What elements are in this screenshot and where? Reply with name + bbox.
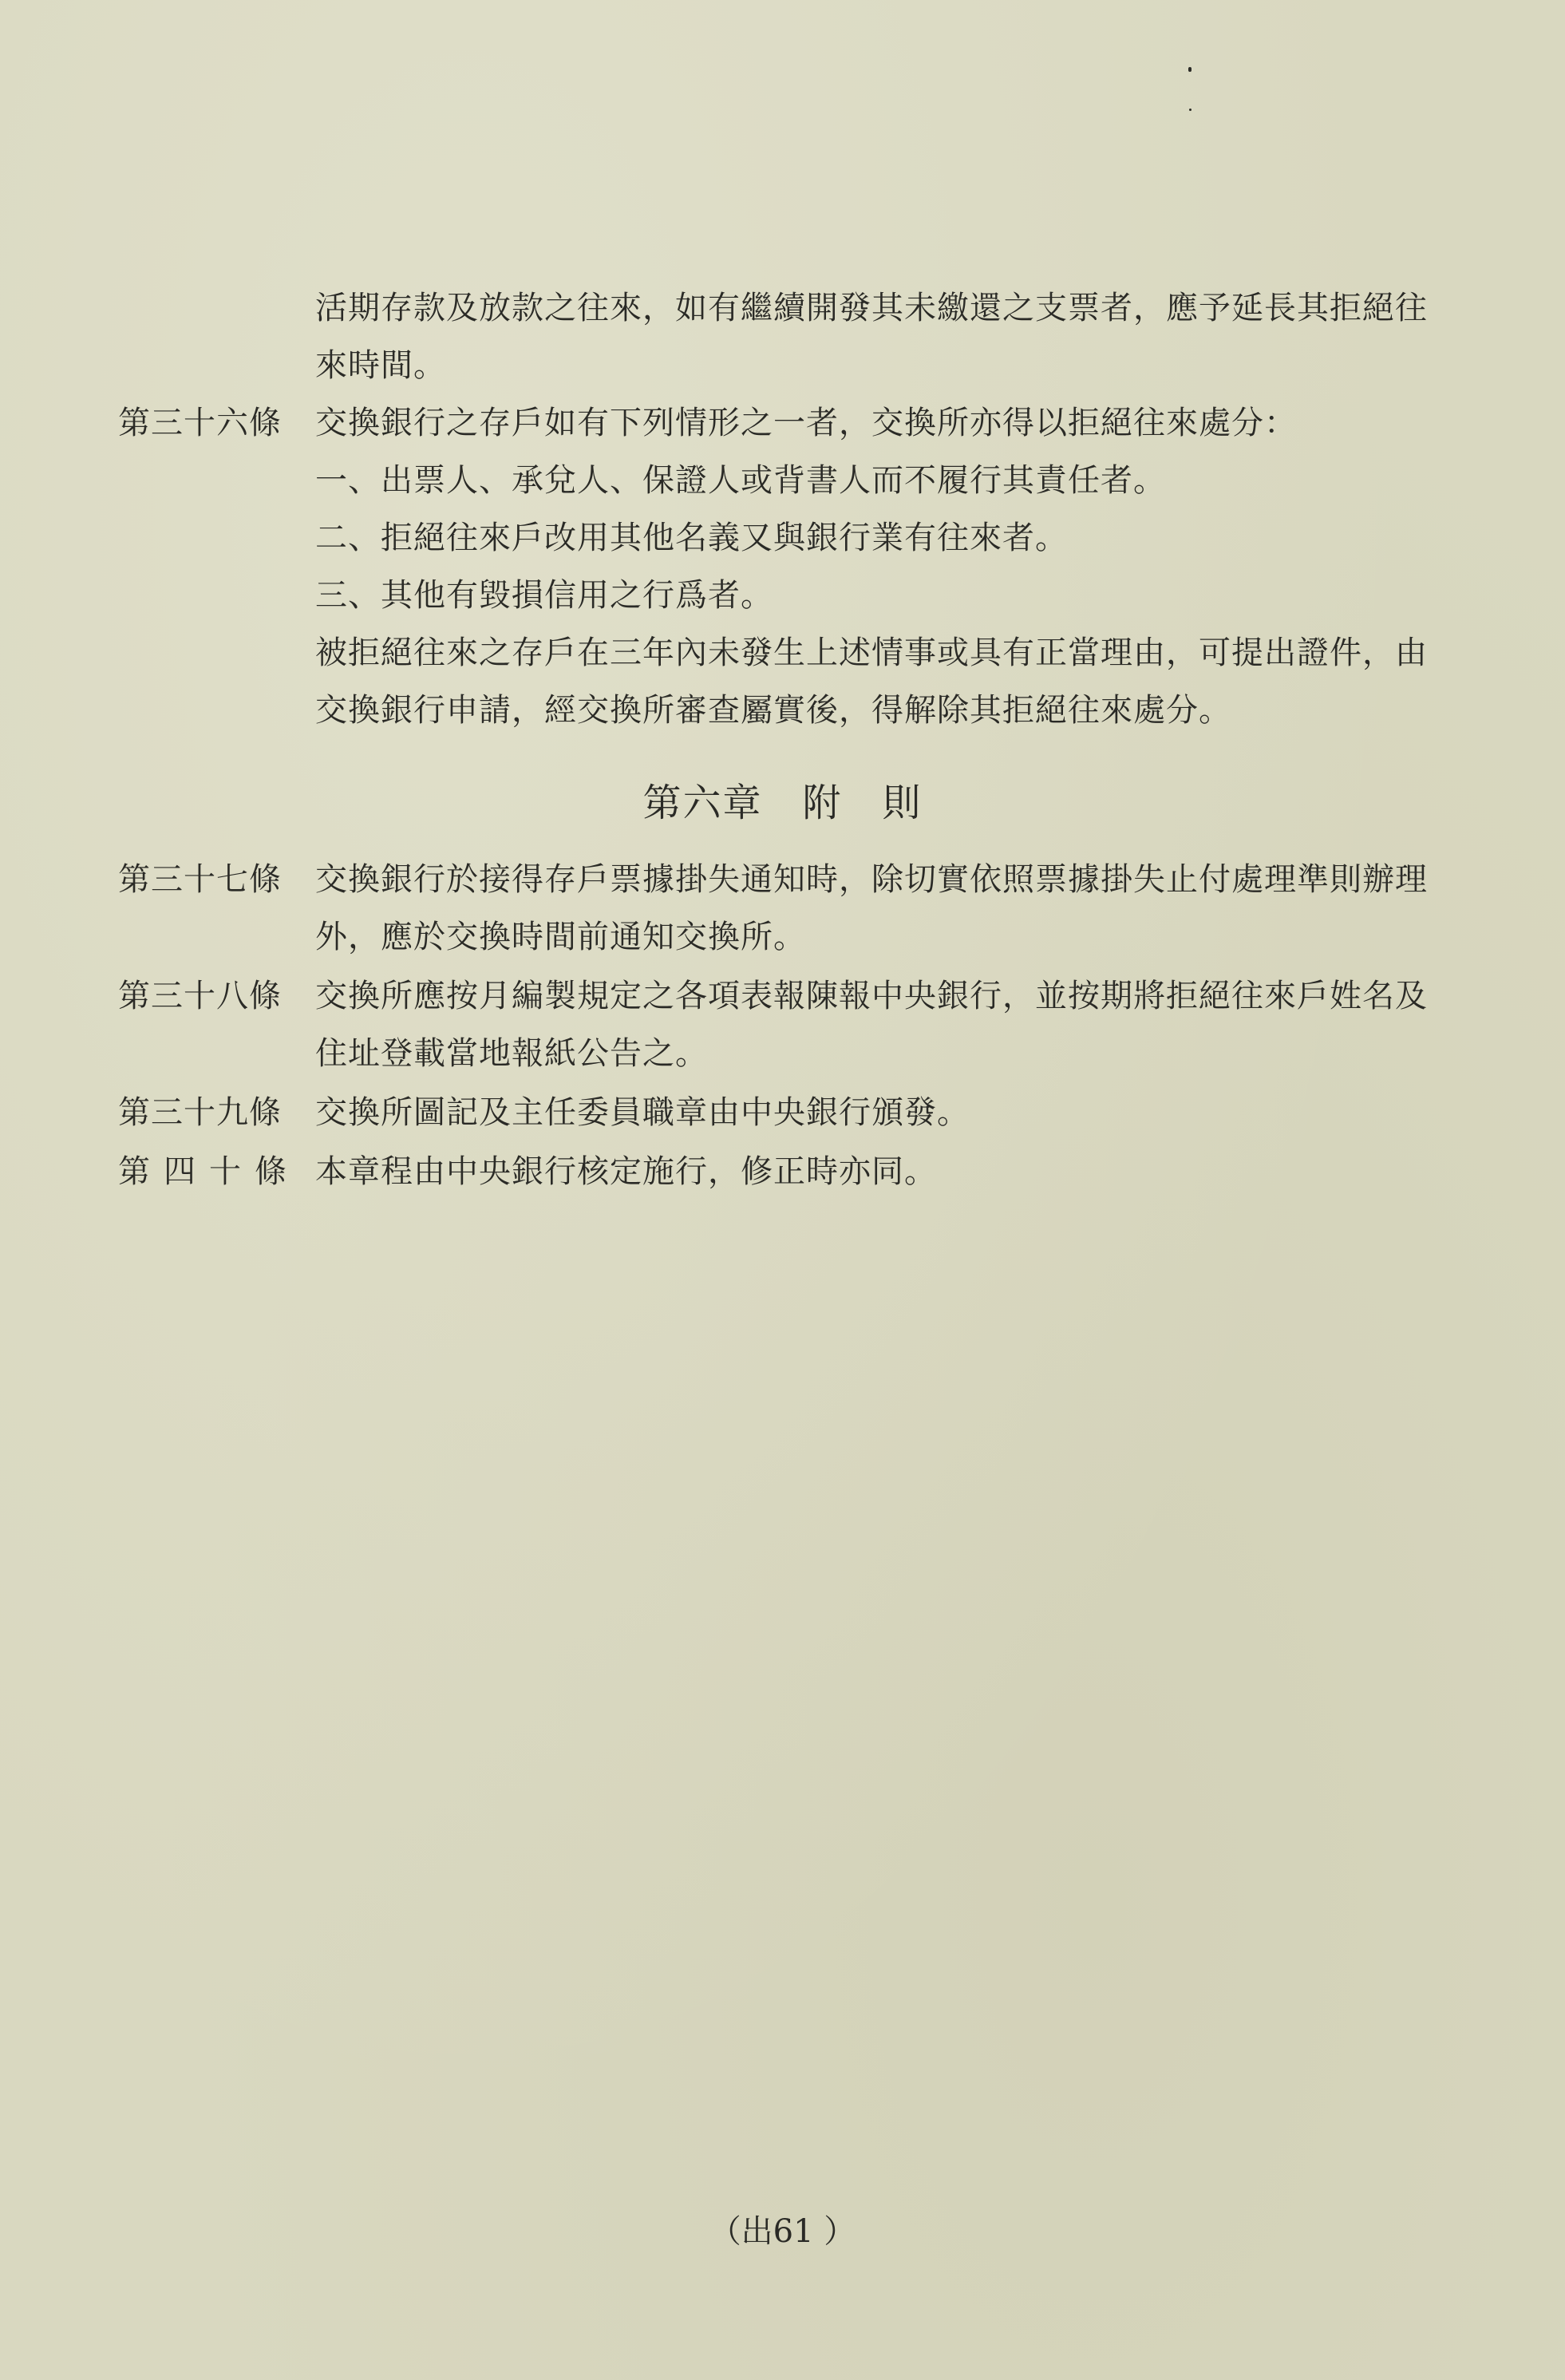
- article-36-line-1: 交換銀行之存戶如有下列情形之一者，交換所亦得以拒絕往來處分：: [315, 405, 1297, 441]
- article-38-label: 第三十八條: [118, 978, 282, 1014]
- article-39-label: 第三十九條: [118, 1094, 282, 1131]
- article-40-line-1: 本章程由中央銀行核定施行，修正時亦同。: [315, 1153, 937, 1190]
- page-number: （出61 ）: [709, 2213, 856, 2250]
- article-37-line-2: 外，應於交換時間前通知交換所。: [315, 919, 806, 955]
- scan-speck: [1189, 109, 1192, 111]
- continuation-line-1: 活期存款及放款之往來，如有繼續開發其未繳還之支票者，應予延長其拒絕往: [315, 290, 1428, 326]
- article-37-label: 第三十七條: [118, 861, 282, 898]
- scan-speck: [1188, 67, 1192, 72]
- chapter-heading: 第六章 附 則: [642, 781, 923, 825]
- article-39-line-1: 交換所圖記及主任委員職章由中央銀行頒發。: [315, 1094, 970, 1131]
- article-37-line-1: 交換銀行於接得存戶票據掛失通知時，除切實依照票據掛失止付處理準則辦理: [315, 861, 1428, 898]
- article-36-item-2: 二、拒絕往來戶改用其他名義又與銀行業有往來者。: [315, 520, 1068, 556]
- article-38-line-2: 住址登載當地報紙公告之。: [315, 1035, 708, 1072]
- article-36-line-6: 交換銀行申請，經交換所審查屬實後，得解除其拒絕往來處分。: [315, 692, 1231, 729]
- article-36-item-3: 三、其他有毀損信用之行爲者。: [315, 577, 773, 614]
- article-36-label: 第三十六條: [118, 405, 282, 441]
- article-38-line-1: 交換所應按月編製規定之各項表報陳報中央銀行，並按期將拒絕往來戶姓名及: [315, 978, 1428, 1014]
- article-36-item-1: 一、出票人、承兌人、保證人或背書人而不履行其責任者。: [315, 462, 1166, 499]
- article-36-line-5: 被拒絕往來之存戶在三年內未發生上述情事或具有正當理由，可提出證件，由: [315, 635, 1428, 671]
- article-40-label: 第四十條: [118, 1153, 300, 1190]
- continuation-line-2: 來時間。: [315, 347, 446, 384]
